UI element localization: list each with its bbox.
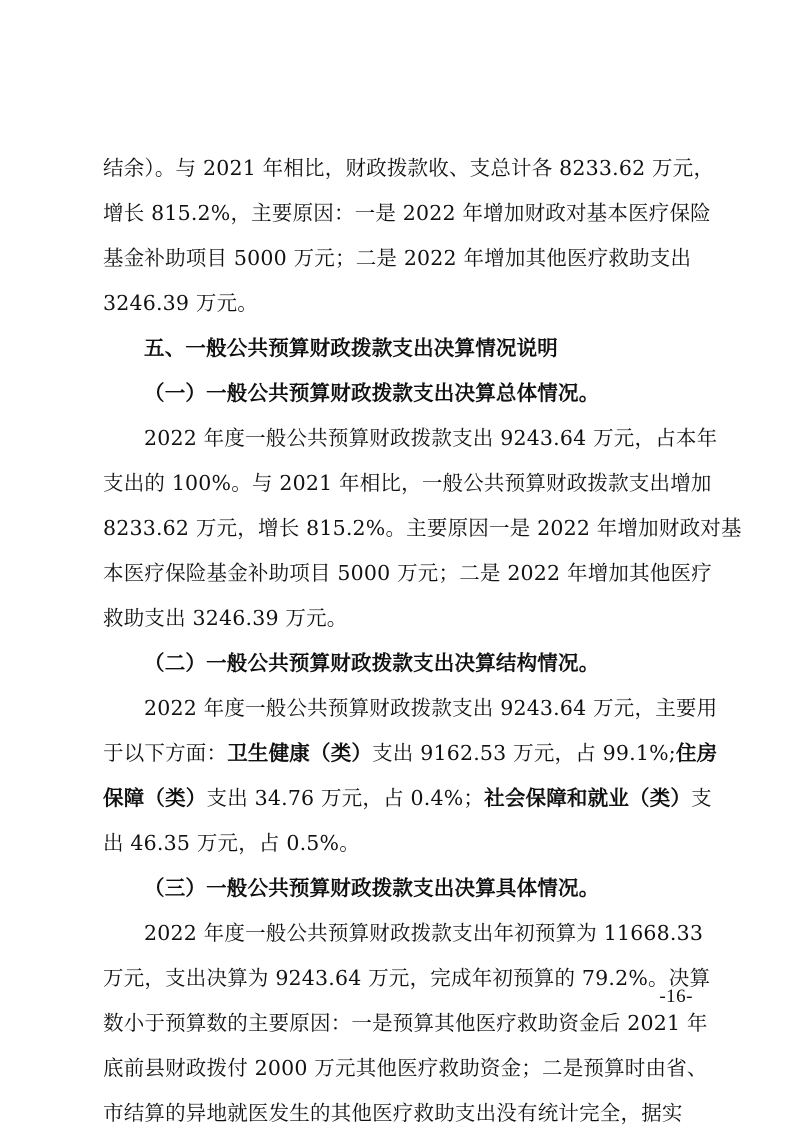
- category-housing-cont: 保障（类）: [103, 786, 207, 810]
- text-line: 2022 年度一般公共预算财政拨款支出年初预算为 11668.33: [144, 921, 704, 945]
- text-line: [103, 776, 712, 821]
- paragraph-structure: [103, 686, 718, 866]
- text-line: 底前县财政拨付 2000 万元其他医疗救助资金；二是预算时由省、: [103, 1056, 708, 1080]
- category-housing: 住房: [675, 741, 718, 765]
- text-line: 增长 815.2%，主要原因：一是 2022 年增加财政对基本医疗保险: [103, 201, 711, 225]
- subsection-heading: （一）一般公共预算财政拨款支出决算总体情况。: [144, 381, 600, 405]
- text-line: 3246.39 万元。: [103, 291, 258, 315]
- category-health: 卫生健康（类）: [227, 741, 373, 765]
- text-run: 支: [691, 786, 712, 810]
- text-line: 结余）。与 2021 年相比，财政拨款收、支总计各 8233.62 万元，: [103, 156, 715, 180]
- subsection-heading: （三）一般公共预算财政拨款支出决算具体情况。: [144, 876, 600, 900]
- paragraph-detail: [103, 911, 711, 1136]
- text-run: 于以下方面：: [103, 741, 228, 765]
- text-line: 2022 年度一般公共预算财政拨款支出 9243.64 万元，占本年: [144, 426, 718, 450]
- text-line: 数小于预算数的主要原因：一是预算其他医疗救助资金后 2021 年: [103, 1011, 708, 1035]
- subsection-heading: （二）一般公共预算财政拨款支出决算结构情况。: [144, 651, 600, 675]
- category-social-security: 社会保障和就业（类）: [484, 786, 692, 810]
- text-line: 万元，支出决算为 9243.64 万元，完成年初预算的 79.2%。决算: [103, 966, 711, 990]
- page-number: -16-: [659, 986, 693, 1007]
- text-line: 8233.62 万元，增长 815.2%。主要原因一是 2022 年增加财政对基: [103, 516, 742, 540]
- text-run: 支出 34.76 万元，占 0.4%；: [206, 786, 485, 810]
- paragraph-continued: [103, 146, 715, 326]
- text-line: 本医疗保险基金补助项目 5000 万元；二是 2022 年增加其他医疗: [103, 561, 712, 585]
- text-line: 市结算的异地就医发生的其他医疗救助支出没有统计完全，据实: [103, 1101, 683, 1125]
- text-line: [103, 731, 718, 776]
- paragraph-overall: [103, 416, 742, 641]
- text-line: 救助支出 3246.39 万元。: [103, 606, 348, 630]
- text-line: 支出的 100%。与 2021 年相比，一般公共预算财政拨款支出增加: [103, 471, 712, 495]
- text-line: 2022 年度一般公共预算财政拨款支出 9243.64 万元，主要用: [144, 696, 718, 720]
- document-body: [103, 146, 742, 1136]
- text-run: 支出 9162.53 万元，占 99.1%;: [372, 741, 676, 765]
- text-line: 基金补助项目 5000 万元；二是 2022 年增加其他医疗救助支出: [103, 246, 692, 270]
- section-heading: 五、一般公共预算财政拨款支出决算情况说明: [144, 336, 558, 360]
- text-line: 出 46.35 万元，占 0.5%。: [103, 831, 360, 855]
